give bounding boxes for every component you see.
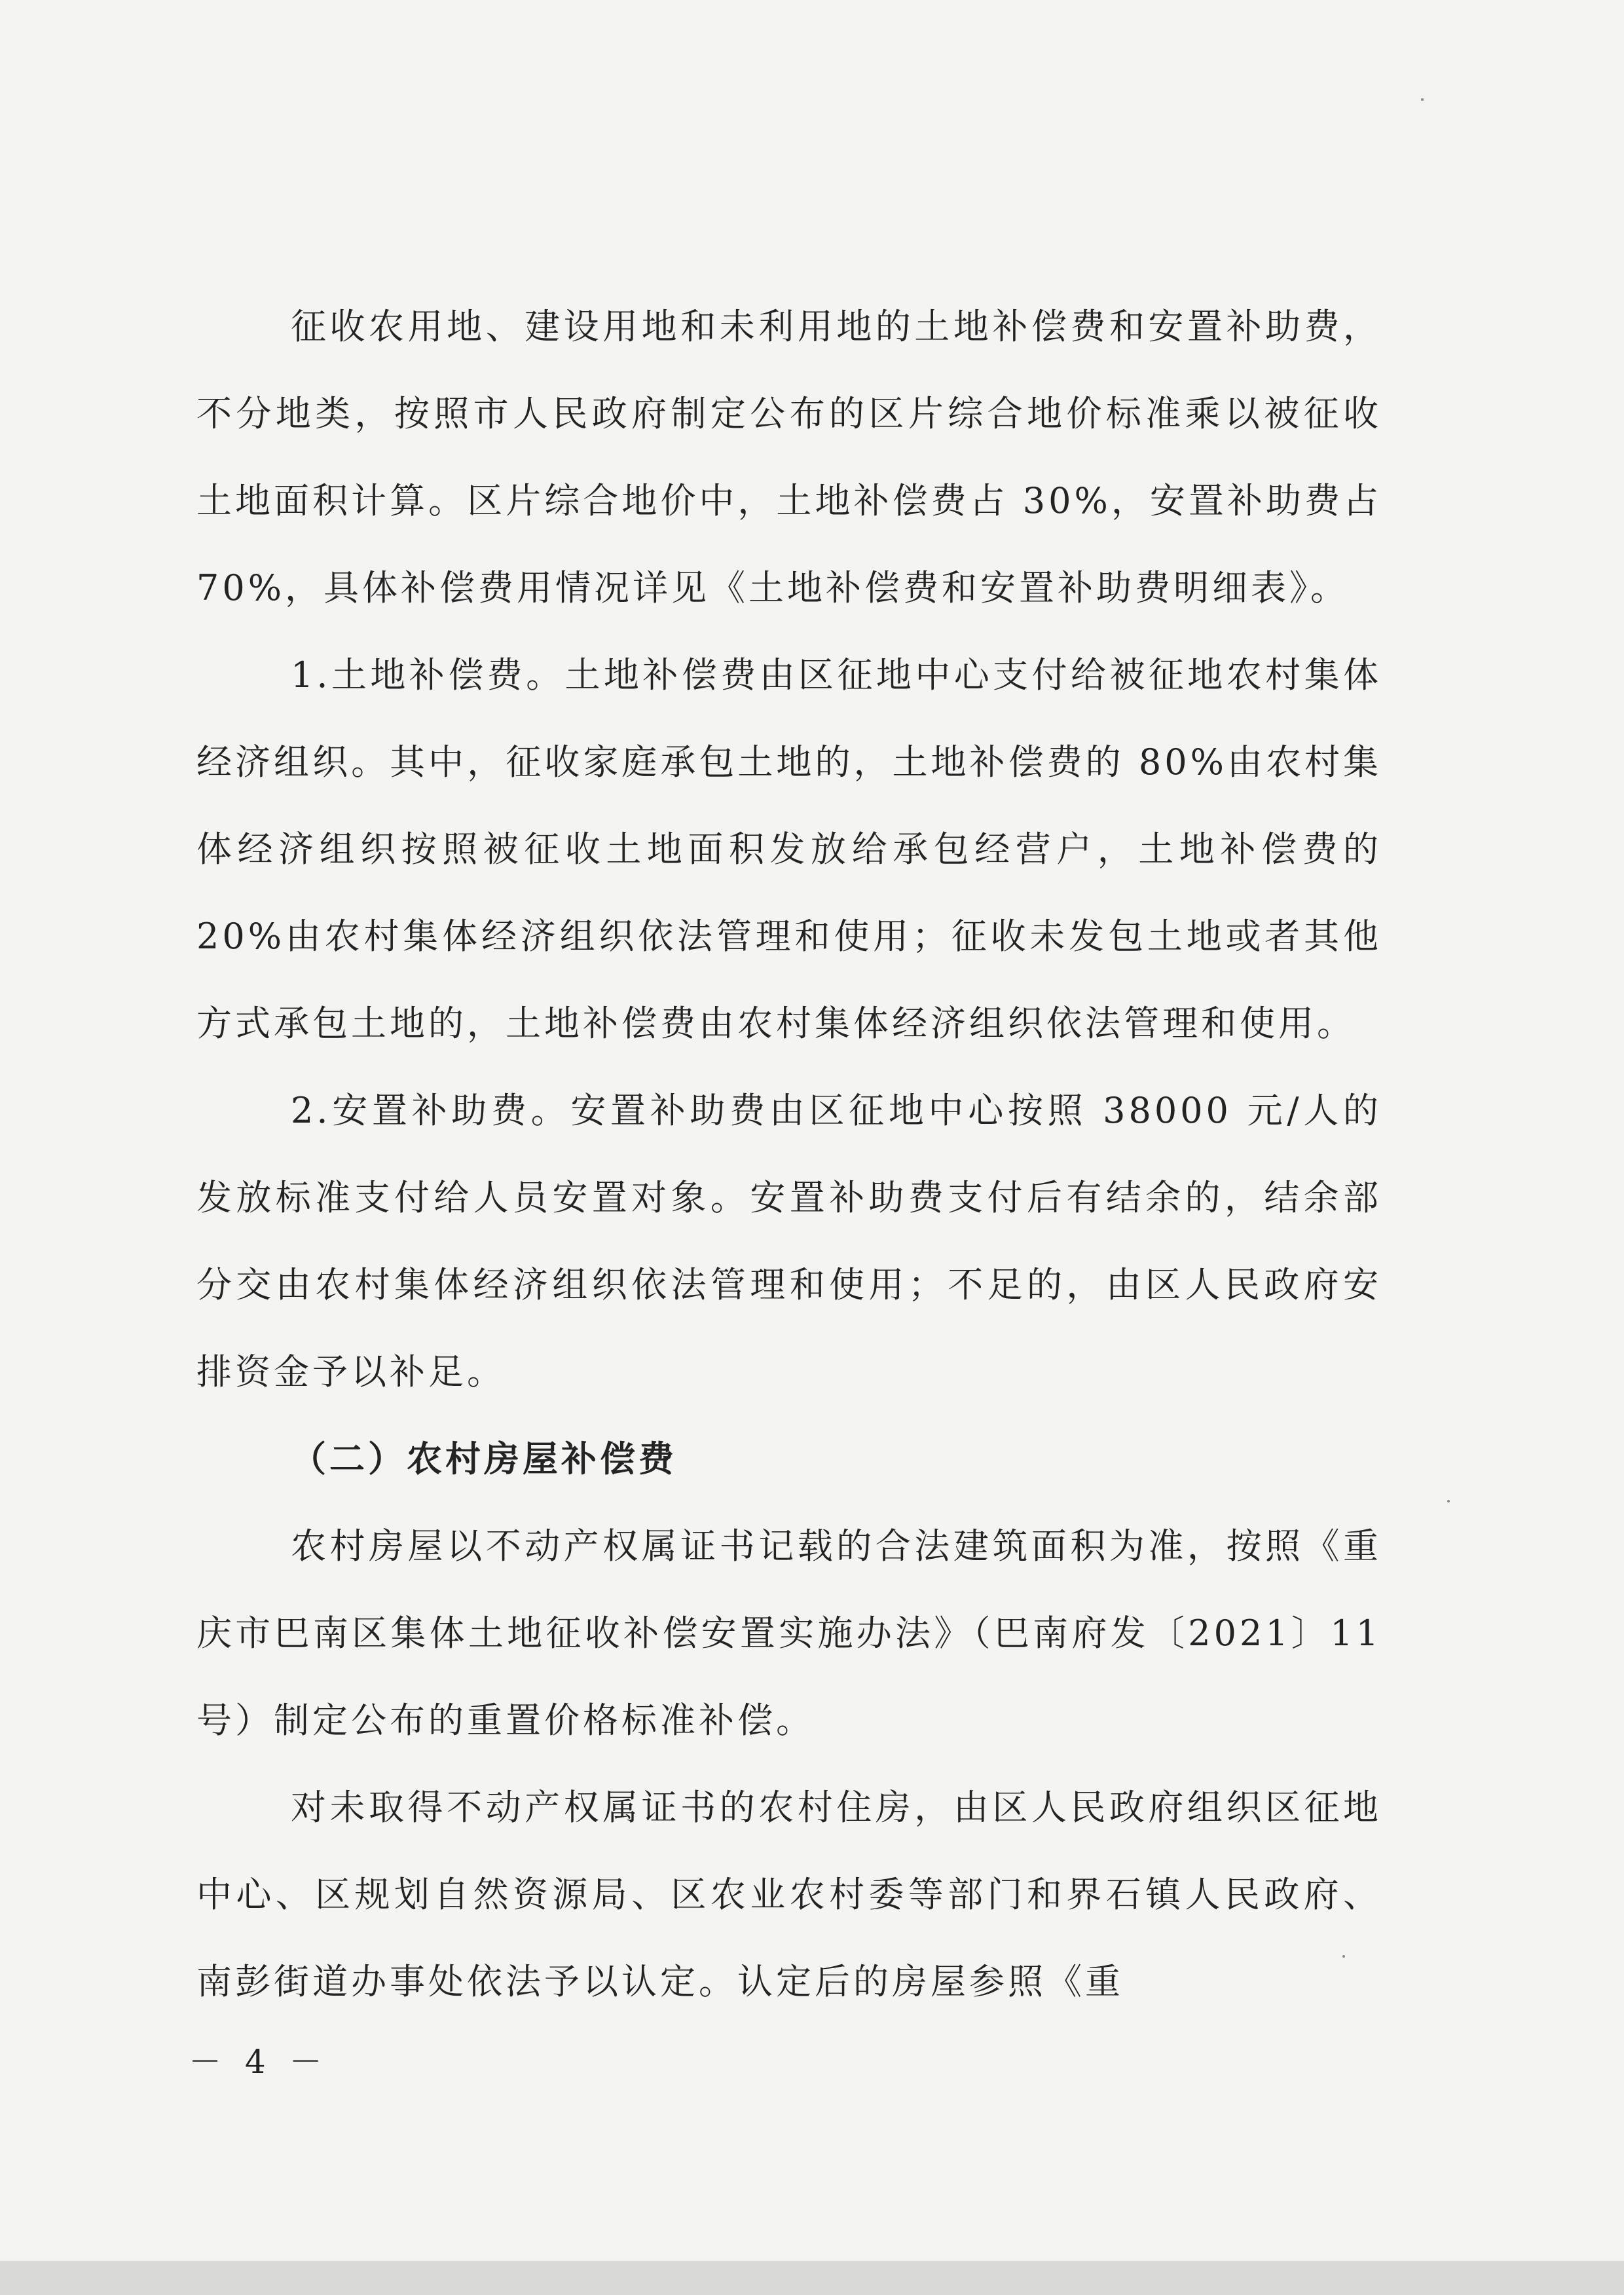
paragraph-land-compensation: 1.土地补偿费。土地补偿费由区征地中心支付给被征地农村集体经济组织。其中，征收家庭承包土地的，土地补偿费的 80%由农村集体经济组织按照被征收土地面积发放给承包经营户，土地补偿费的 20%由农村集体经济组织依法管理和使用；征收未发包土地或者其他方式承包土地的，土地补偿费由农村集体经济组织依法管理和使用。 <box>196 654 1382 1044</box>
paragraph-compensation-overview: 征收农用地、建设用地和未利用地的土地补偿费和安置补助费，不分地类，按照市人民政府制定公布的区片综合地价标准乘以被征收土地面积计算。区片综合地价中，土地补偿费占 30%，安置补助费占 70%，具体补偿费用情况详见《土地补偿费和安置补助费明细表》。 <box>196 306 1382 608</box>
scan-speck <box>1447 1500 1450 1502</box>
paragraph-resettlement-subsidy: 2.安置补助费。安置补助费由区征地中心按照 38000 元/人的发放标准支付给人员安置对象。安置补助费支付后有结余的，结余部分交由农村集体经济组织依法管理和使用；不足的，由区人民政府安排资金予以补足。 <box>196 1090 1382 1392</box>
scan-bottom-edge <box>0 2261 1624 2295</box>
paragraph-rural-housing-standard: 农村房屋以不动产权属证书记载的合法建筑面积为准，按照《重庆市巴南区集体土地征收补偿安置实施办法》（巴南府发〔2021〕11 号）制定公布的重置价格标准补偿。 <box>196 1525 1382 1741</box>
document-body <box>196 283 1382 2025</box>
paragraph-unregistered-housing: 对未取得不动产权属证书的农村住房，由区人民政府组织区征地中心、区规划自然资源局、区农业农村委等部门和界石镇人民政府、南彭街道办事处依法予以认定。认定后的房屋参照《重 <box>196 1787 1382 2002</box>
section-heading-rural-housing: （二）农村房屋补偿费 <box>291 1438 677 1480</box>
page-number: － 4 － <box>189 2043 329 2081</box>
scan-speck <box>1421 98 1424 101</box>
